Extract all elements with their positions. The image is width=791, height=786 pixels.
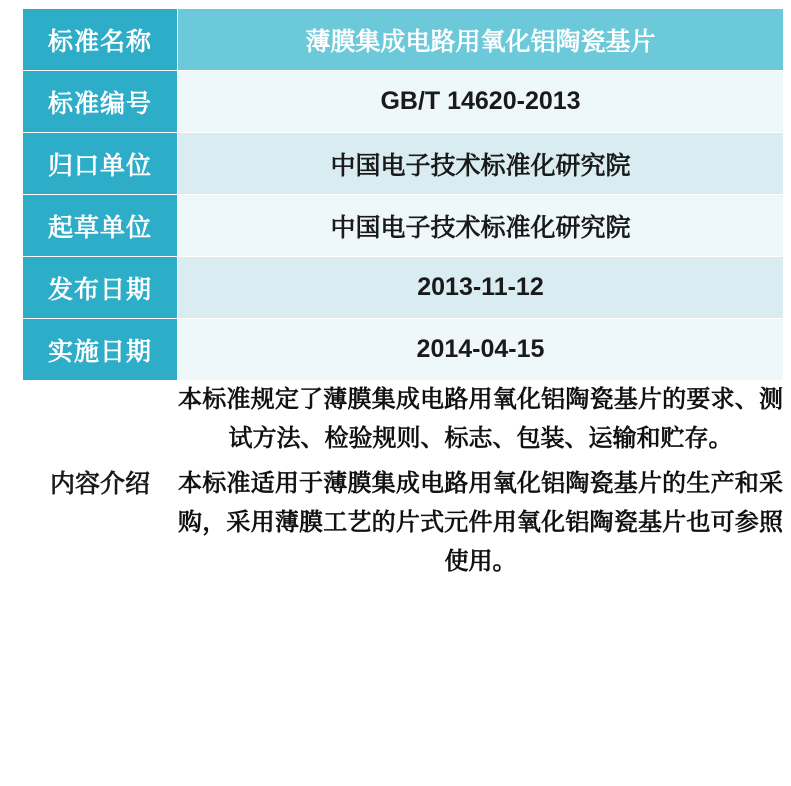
table-row	[23, 195, 784, 257]
row-label-publish-date: 发布日期	[23, 257, 178, 319]
row-value-managing-org: 中国电子技术标准化研究院	[178, 133, 784, 195]
standard-info-sheet	[0, 8, 791, 786]
row-value-content-intro	[178, 381, 784, 584]
table-row	[23, 257, 784, 319]
table-row	[23, 71, 784, 133]
standard-info-table	[22, 8, 784, 584]
row-value-standard-name: 薄膜集成电路用氧化铝陶瓷基片	[178, 9, 784, 71]
table-row	[23, 9, 784, 71]
row-value-drafting-org: 中国电子技术标准化研究院	[178, 195, 784, 257]
row-label-content-intro: 内容介绍	[23, 381, 178, 584]
row-value-standard-number: GB/T 14620-2013	[178, 71, 784, 133]
row-label-drafting-org: 起草单位	[23, 195, 178, 257]
table-row-content	[23, 381, 784, 584]
table-row	[23, 319, 784, 381]
table-row	[23, 133, 784, 195]
row-label-standard-number: 标准编号	[23, 71, 178, 133]
row-value-publish-date: 2013-11-12	[178, 257, 784, 319]
row-label-standard-name: 标准名称	[23, 9, 178, 71]
row-label-managing-org: 归口单位	[23, 133, 178, 195]
row-label-effective-date: 实施日期	[23, 319, 178, 381]
row-value-effective-date: 2014-04-15	[178, 319, 784, 381]
content-paragraph-1: 本标准规定了薄膜集成电路用氧化铝陶瓷基片的要求、测试方法、检验规则、标志、包装、运输和贮存。	[178, 386, 783, 452]
content-paragraph-2: 本标准适用于薄膜集成电路用氧化铝陶瓷基片的生产和采购，采用薄膜工艺的片式元件用氧化铝陶瓷基片也可参照使用。	[178, 469, 783, 575]
